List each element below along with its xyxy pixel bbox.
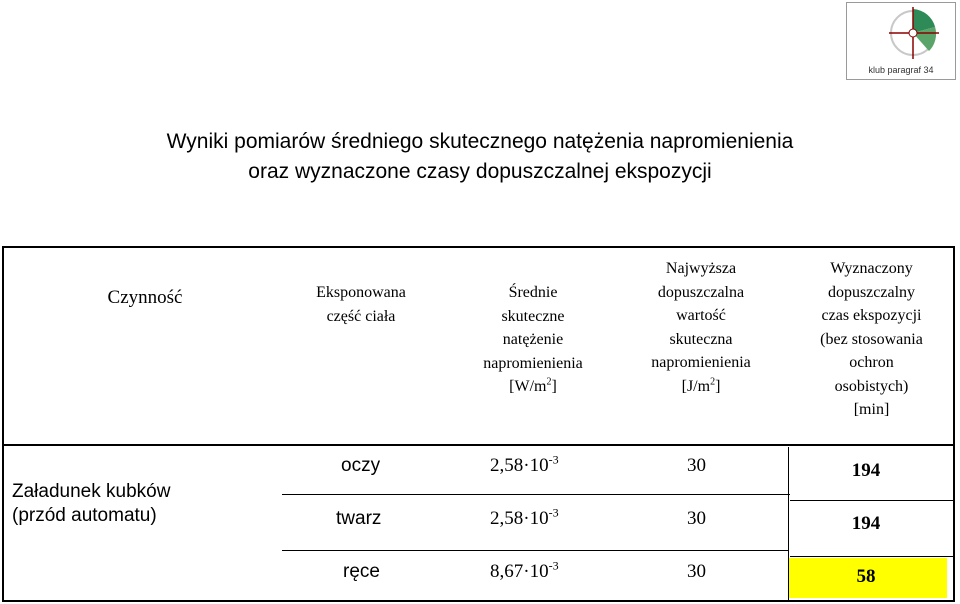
logo-text: klub paragraf 34 <box>868 65 934 75</box>
row-2-irradiance: $2,58\cdot 10^{-3}$ <box>490 505 559 529</box>
row-1-part: oczy <box>341 455 381 476</box>
activity-cell: Załadunek kubków (przód automatu) <box>12 481 171 526</box>
header-max-exposure-unit: $[J/m^2]$ <box>681 376 721 395</box>
header-body-part: Eksponowana część ciała <box>316 284 406 325</box>
row-2-part: twarz <box>336 508 382 529</box>
header-mean-irradiance-unit: $[W/m^2]$ <box>509 376 557 395</box>
header-time: Wyznaczony dopuszczalny czas ekspozycji (bez stosowania ochron osobistych) [min] <box>820 260 923 418</box>
row-divider-1 <box>282 494 788 495</box>
row-2-limit: 30 <box>687 508 706 529</box>
logo-gear-icon <box>847 3 955 63</box>
row-1-irradiance: $2,58\cdot 10^{-3}$ <box>490 452 559 476</box>
row-1-limit: 30 <box>687 455 706 476</box>
header-mean-irradiance: Średnie skuteczne natężenie napromienienia $[W/m^2]$ <box>458 281 608 399</box>
logo <box>846 2 956 80</box>
header-max-exposure: Najwyższa dopuszczalna wartość skuteczna napromienienia $[J/m^2]$ <box>621 257 781 398</box>
title-line-2: oraz wyznaczone czasy dopuszczalnej ekspozycji <box>248 160 712 183</box>
header-activity: Czynność <box>107 287 183 308</box>
row-3-part: ręce <box>343 561 380 582</box>
row-divider-2b <box>790 556 953 557</box>
row-3-irradiance: $8,67\cdot 10^{-3}$ <box>490 558 559 582</box>
title-line-1: Wyniki pomiarów średniego skutecznego natężenia napromienienia <box>166 130 794 153</box>
row-3-time: 58 <box>856 566 876 587</box>
header-divider <box>3 444 954 446</box>
row-3-limit: 30 <box>687 561 706 582</box>
row-divider-2 <box>282 550 788 551</box>
row-divider-1b <box>790 500 953 501</box>
row-1-time: 194 <box>851 460 881 481</box>
row-2-time: 194 <box>851 513 881 534</box>
page-title <box>0 127 960 187</box>
